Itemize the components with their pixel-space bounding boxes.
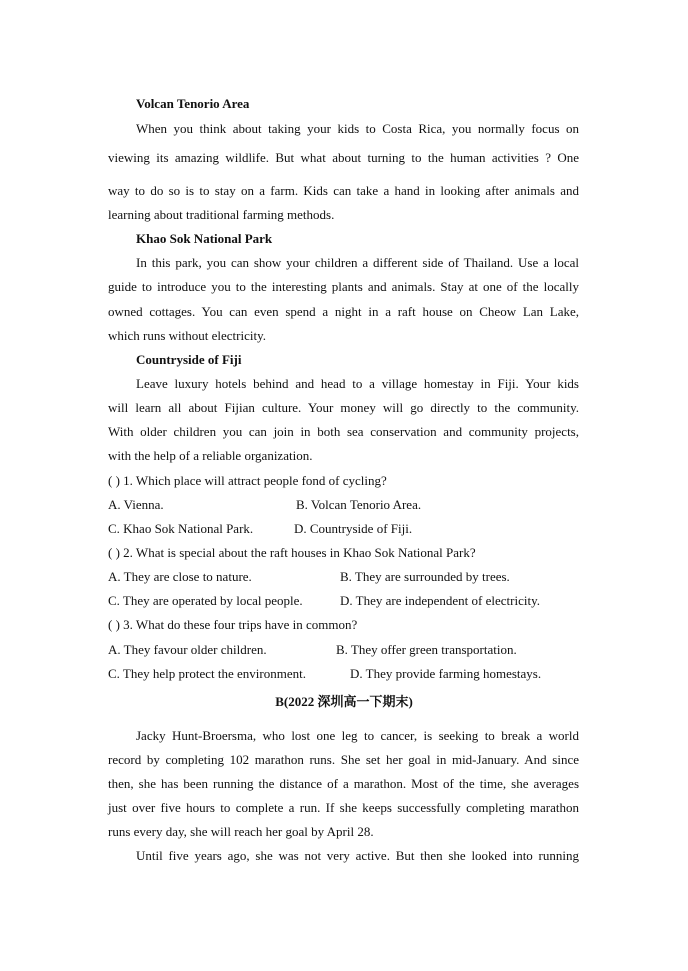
answer-option: D. Countryside of Fiji. [294, 521, 413, 536]
section-heading-volcan: Volcan Tenorio Area [136, 96, 250, 111]
answer-option: C. Khao Sok National Park. [108, 521, 254, 536]
paragraph-line: guide to introduce you to the interesting plants and animals. Stay at one of the locally [108, 279, 579, 294]
answer-option: B. They are surrounded by trees. [340, 569, 510, 584]
paragraph-line: then, she has been running the distance of a marathon. Most of the time, she averages [108, 776, 579, 791]
paragraph-line: will learn all about Fijian culture. Your money will go directly to the community. [108, 400, 579, 415]
paragraph-line: learning about traditional farming methods. [108, 207, 335, 222]
answer-option: C. They are operated by local people. [108, 593, 303, 608]
section-heading-khao-sok: Khao Sok National Park [136, 231, 273, 246]
answer-option: D. They provide farming homestays. [350, 666, 542, 681]
paragraph-line: way to do so is to stay on a farm. Kids can take a hand in looking after animals and [108, 183, 579, 198]
paragraph-line: Leave luxury hotels behind and head to a village homestay in Fiji. Your kids [136, 376, 579, 391]
question-stem: ( ) 3. What do these four trips have in common? [108, 617, 358, 632]
section-heading-fiji: Countryside of Fiji [136, 352, 242, 367]
answer-option: B. Volcan Tenorio Area. [296, 497, 422, 512]
paragraph-line: With older children you can join in both sea conservation and community projects, [108, 424, 579, 439]
answer-option: B. They offer green transportation. [336, 642, 517, 657]
paragraph-line: viewing its amazing wildlife. But what about turning to the human activities ? One [108, 150, 579, 165]
question-stem: ( ) 2. What is special about the raft houses in Khao Sok National Park? [108, 545, 476, 560]
paragraph-line: runs every day, she will reach her goal by April 28. [108, 824, 374, 839]
answer-option: A. They favour older children. [108, 642, 267, 657]
paragraph-line: record by completing 102 marathon runs. She set her goal in mid-January. And since [108, 752, 579, 767]
answer-option: C. They help protect the environment. [108, 666, 306, 681]
paragraph-line: Until five years ago, she was not very active. But then she looked into running [136, 848, 579, 863]
part-b-title: B(2022 深圳高一下期末) [275, 694, 413, 709]
paragraph-line: just over five hours to complete a run. If she keeps successfully completing marathon [108, 800, 579, 815]
answer-option: A. They are close to nature. [108, 569, 252, 584]
answer-option: D. They are independent of electricity. [340, 593, 540, 608]
paragraph-line: owned cottages. You can even spend a night in a raft house on Cheow Lan Lake, [108, 304, 579, 319]
answer-option: A. Vienna. [108, 497, 164, 512]
paragraph-line: with the help of a reliable organization. [108, 448, 313, 463]
question-stem: ( ) 1. Which place will attract people fond of cycling? [108, 473, 387, 488]
paragraph-line: In this park, you can show your children a different side of Thailand. Use a local [136, 255, 579, 270]
paragraph-line: When you think about taking your kids to Costa Rica, you normally focus on [136, 121, 579, 136]
paragraph-line: Jacky Hunt-Broersma, who lost one leg to cancer, is seeking to break a world [136, 728, 579, 743]
paragraph-line: which runs without electricity. [108, 328, 267, 343]
